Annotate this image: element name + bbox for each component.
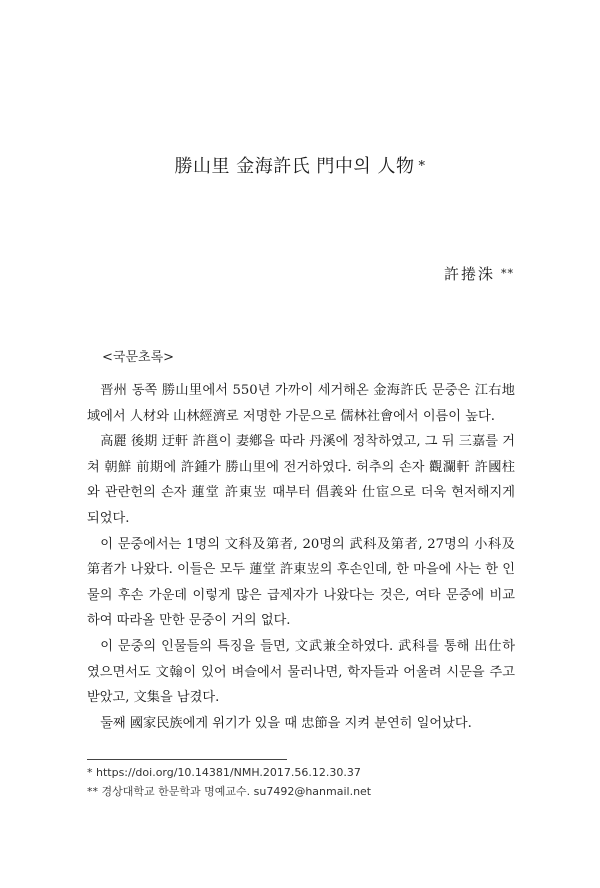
author-footnote-mark: ** (501, 267, 514, 280)
abstract-paragraph: 高麗 後期 迂軒 許邕이 妻鄕을 따라 丹溪에 정착하였고, 그 뒤 三嘉를 거쳐 朝鮮 前期에 許鍾가 勝山里에 전거하였다. 허추의 손자 觀瀾軒 許國柱와 관란헌의 손자 蓮堂 許東岦 때부터 倡義와 仕宦으로 더욱 현저해지게 되었다. (87, 434, 515, 526)
abstract-paragraph: 이 문중의 인물들의 특징을 들면, 文武兼全하였다. 武科를 통해 出仕하였으면서도 文翰이 있어 벼슬에서 물러나면, 학자들과 어울려 시문을 주고받았고, 文集을 남겼다. (87, 638, 515, 706)
abstract-paragraph: 이 문중에서는 1명의 文科及第者, 20명의 武科及第者, 27명의 小科及第者가 나왔다. 이들은 모두 蓮堂 許東岦의 후손인데, 한 마을에 사는 한 인물의 후손 가운데 이렇게 많은 급제자가 나왔다는 것은, 여타 문중에 비교하여 따라올 만한 문중이 거의 없다. (87, 536, 515, 629)
paper-title-text: 勝山里 金海許氏 門中의 人物 (174, 156, 415, 177)
author-name: 許捲洙 (443, 265, 495, 283)
paper-title (0, 152, 600, 178)
footnote-author-affiliation: ** 경상대학교 한문학과 명예교수. su7492@hanmail.net (87, 785, 372, 798)
author-line (444, 263, 514, 284)
footnote-doi: * https://doi.org/10.14381/NMH.2017.56.12.30.37 (87, 766, 361, 779)
abstract-body (87, 378, 515, 736)
footnote-divider (87, 759, 287, 760)
title-footnote-mark: * (418, 159, 426, 174)
abstract-paragraph: 晋州 동쪽 勝山里에서 550년 가까이 세거해온 金海許氏 문중은 江右地域에서 人材와 山林經濟로 저명한 가문으로 儒林社會에서 이름이 높다. (87, 383, 515, 424)
abstract-paragraph: 둘째 國家民族에게 위기가 있을 때 忠節을 지켜 분연히 일어났다. (100, 715, 472, 731)
abstract-label: <국문초록> (102, 350, 175, 365)
